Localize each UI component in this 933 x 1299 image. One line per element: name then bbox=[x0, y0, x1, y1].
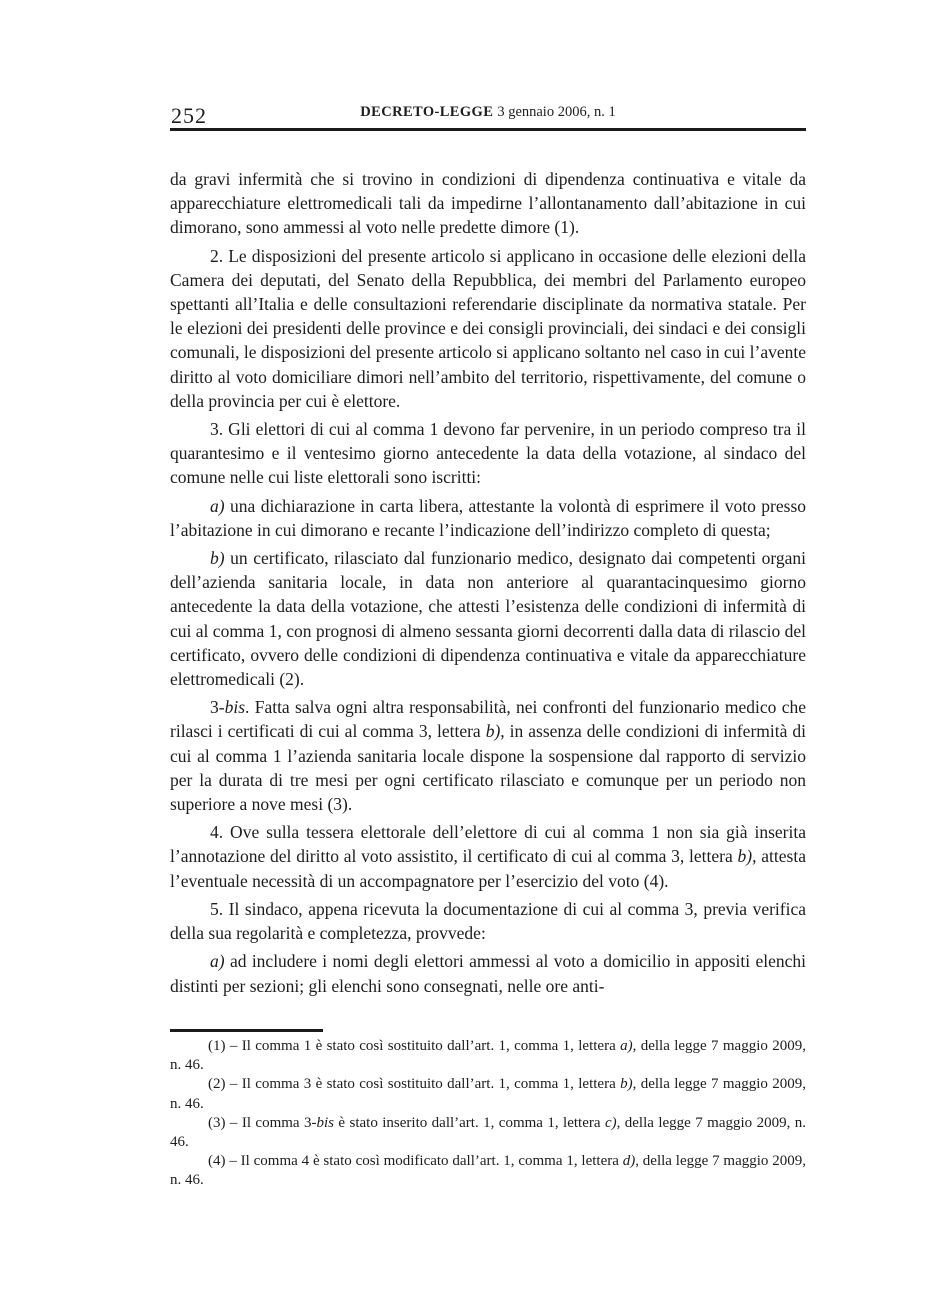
text-segment: un certificato, rilasciato dal funzionario medico, designato dai competenti organi dell’azienda sanitaria locale, in data non anteriore al quarantacinquesimo giorno antecedente la data della votazione, che attesti l’esistenza delle condizioni di infermità di cui al comma 1, con prognosi di almeno sessanta giorni decorrenti dalla data di rilascio del certificato, ovvero delle condizioni di dipendenza continuativa e vitale da apparecchiature elettromedicali (2). bbox=[170, 548, 806, 690]
text-segment: (2) – Il comma 3 è stato così sostituito dall’art. 1, comma 1, lettera bbox=[208, 1076, 621, 1093]
text-segment: , della legge 7 maggio 2009, n. 46. bbox=[170, 1153, 806, 1189]
para-comma-2 bbox=[170, 244, 806, 413]
footnote-1 bbox=[170, 1037, 806, 1075]
text-segment: ad includere i nomi degli elettori ammessi al voto a domicilio in appositi elenchi distinti per sezioni; gli elenchi sono consegnati, nelle ore anti- bbox=[170, 951, 806, 996]
text-segment: , in assenza delle condizioni di infermità di cui al comma 1 l’azienda sanitaria locale dispone la sospensione dal rapporto di servizio per la durata di tre mesi per ogni certificato rilasciato e comunque per un periodo non superiore a nove mesi (3). bbox=[170, 721, 806, 815]
para-comma-3 bbox=[170, 417, 806, 490]
header-title bbox=[170, 104, 806, 121]
text-segment: , attesta l’eventuale necessità di un accompagnatore per l’esercizio del voto (4). bbox=[170, 846, 806, 891]
text-segment: a) bbox=[210, 495, 225, 516]
text-segment: bis bbox=[316, 1114, 334, 1131]
text-segment: a) bbox=[620, 1038, 633, 1054]
text-segment: b) bbox=[620, 1076, 633, 1093]
text-segment: bis bbox=[224, 697, 246, 718]
text-segment: . Fatta salva ogni altra responsabilità, nei confronti del funzionario medico che rilasci i certificati di cui al comma 3, lettera bbox=[170, 697, 806, 742]
text-segment: d) bbox=[622, 1153, 636, 1170]
text-segment: da gravi infermità che si trovino in condizioni di dipendenza continuativa e vitale da apparecchiature elettromedicali tali da impedirne l’allontanamento dall’abitazione in cui dimorano, sono ammessi al voto nelle predette dimore (1). bbox=[170, 169, 806, 238]
footnote-2 bbox=[170, 1075, 806, 1113]
para-comma-5 bbox=[170, 897, 806, 945]
text-segment: , della legge 7 maggio 2009, n. 46. bbox=[170, 1076, 806, 1112]
footnote-rule bbox=[170, 1029, 323, 1032]
para-comma-4 bbox=[170, 820, 806, 893]
text-segment: , della legge 7 maggio 2009, n. 46. bbox=[170, 1038, 806, 1074]
page-number: 252 bbox=[171, 103, 207, 128]
footnotes bbox=[170, 1037, 806, 1191]
text-segment: 5. Il sindaco, appena ricevuta la documentazione di cui al comma 3, previa verifica della sua regolarità e completezza, provvede: bbox=[170, 898, 806, 944]
text-segment: b) bbox=[485, 721, 501, 742]
text-segment: a) bbox=[210, 951, 225, 972]
text-segment: (1) – Il comma 1 è stato così sostituito dall’art. 1, comma 1, lettera bbox=[208, 1038, 621, 1054]
text-segment: 2. Le disposizioni del presente articolo si applicano in occasione delle elezioni della Camera dei deputati, del Senato della Repubblica, dei membri del Parlamento europeo spettanti all’Italia e delle consultazioni referendarie disciplinate da normativa statale. Per le elezioni dei presidenti delle province e dei consigli provinciali, dei sindaci e dei consigli comunali, le disposizioni del presente articolo si applicano soltanto nel caso in cui l’avente diritto al voto domiciliare dimori nell’ambito del territorio, rispettivamente, del comune o della provincia per cui è elettore. bbox=[170, 245, 806, 411]
para-continuation bbox=[170, 167, 806, 240]
para-comma-3bis bbox=[170, 695, 806, 816]
footnote-3 bbox=[170, 1114, 806, 1152]
body-text bbox=[170, 167, 806, 998]
para-lettera-b bbox=[170, 546, 806, 691]
text-segment: è stato inserito dall’art. 1, comma 1, lettera bbox=[334, 1114, 605, 1131]
text-segment: , della legge 7 maggio 2009, n. 46. bbox=[170, 1114, 806, 1151]
text-segment: b) bbox=[737, 846, 753, 867]
para-lettera-a-2 bbox=[170, 949, 806, 997]
text-segment: 3- bbox=[210, 697, 225, 718]
text-segment: (3) – Il comma 3- bbox=[208, 1114, 317, 1131]
text-segment: una dichiarazione in carta libera, attestante la volontà di esprimere il voto presso l’abitazione in cui dimorano e recante l’indicazione dell’indirizzo completo di questa; bbox=[170, 495, 806, 540]
footnote-4 bbox=[170, 1152, 806, 1190]
header-title-act: DECRETO-LEGGE bbox=[360, 104, 494, 120]
text-segment: c) bbox=[604, 1114, 617, 1131]
text-segment: b) bbox=[210, 548, 225, 569]
text-segment: 4. Ove sulla tessera elettorale dell’elettore di cui al comma 1 non sia già inserita l’annotazione del diritto al voto assistito, il certificato di cui al comma 3, lettera bbox=[170, 822, 806, 867]
para-lettera-a bbox=[170, 494, 806, 542]
text-segment: (4) – Il comma 4 è stato così modificato dall’art. 1, comma 1, lettera bbox=[208, 1153, 623, 1170]
header-title-date: 3 gennaio 2006, n. 1 bbox=[497, 104, 616, 120]
text-segment: 3. Gli elettori di cui al comma 1 devono far pervenire, in un periodo compreso tra il quarantesimo e il ventesimo giorno antecedente la data della votazione, al sindaco del comune nelle cui liste elettorali sono iscritti: bbox=[170, 419, 806, 488]
running-header bbox=[170, 101, 806, 131]
